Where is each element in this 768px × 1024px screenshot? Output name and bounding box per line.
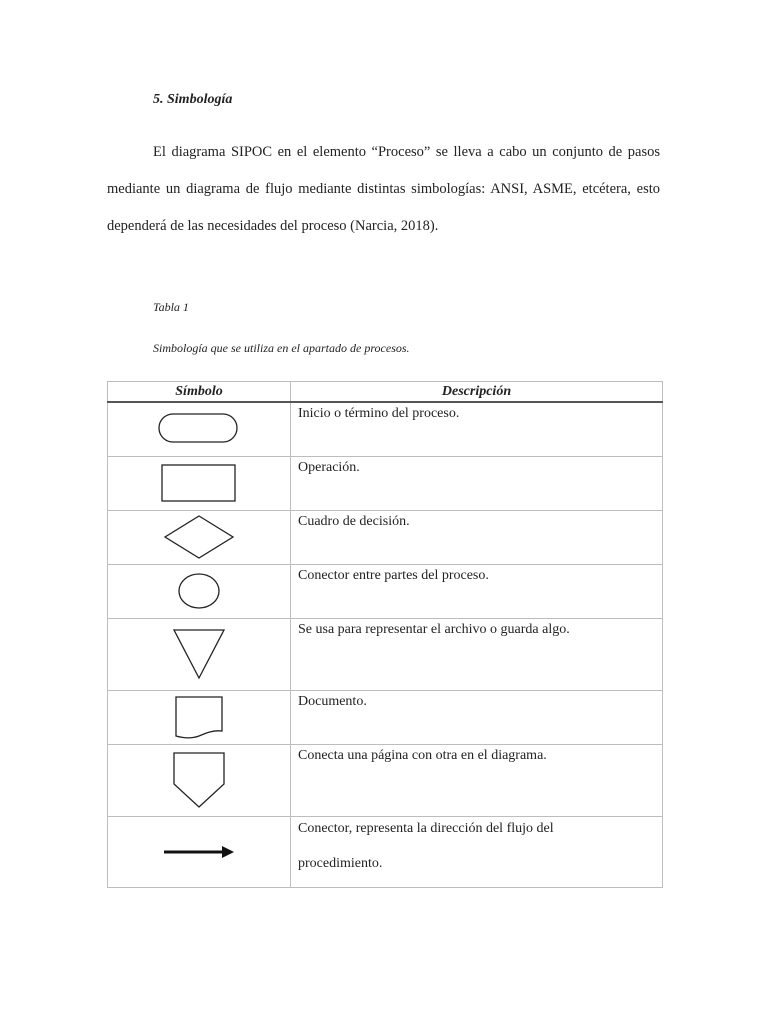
table-row <box>108 510 663 564</box>
section-heading: 5. Simbología <box>153 92 233 107</box>
symbol-cell <box>108 816 291 887</box>
symbol-cell <box>108 690 291 744</box>
storage-triangle-icon <box>171 627 227 681</box>
process-rectangle-icon <box>160 463 238 503</box>
body-paragraph-text: El diagrama SIPOC en el elemento “Proceso” se lleva a cabo un conjunto de pasos mediante un diagrama de flujo mediante distintas simbologías: ANSI, ASME, etcétera, esto dependerá de las necesidades del proceso (Narcia, 2018). <box>107 144 660 234</box>
table-row <box>108 402 663 456</box>
description-cell: Conector, representa la dirección del flujo del procedimiento. <box>291 816 663 887</box>
decision-diamond-icon <box>163 514 235 560</box>
document-icon <box>173 694 225 740</box>
symbology-table <box>107 381 663 888</box>
description-cell: Documento. <box>291 690 663 744</box>
table-caption: Simbología que se utiliza en el apartado de procesos. <box>153 341 410 355</box>
flow-arrow-icon <box>162 844 236 860</box>
description-cell: Conecta una página con otra en el diagrama. <box>291 744 663 816</box>
header-description: Descripción <box>291 382 663 403</box>
description-cell: Cuadro de decisión. <box>291 510 663 564</box>
table-row <box>108 618 663 690</box>
terminator-icon <box>158 413 240 445</box>
table-row <box>108 816 663 887</box>
description-cell: Conector entre partes del proceso. <box>291 564 663 618</box>
connector-circle-icon <box>176 572 222 610</box>
body-paragraph <box>107 134 660 245</box>
table-row <box>108 690 663 744</box>
offpage-connector-icon <box>171 750 227 810</box>
table-row <box>108 744 663 816</box>
symbol-cell <box>108 744 291 816</box>
table-number: Tabla 1 <box>153 300 189 314</box>
table-row <box>108 456 663 510</box>
description-cell: Operación. <box>291 456 663 510</box>
symbol-cell <box>108 456 291 510</box>
header-symbol: Símbolo <box>108 382 291 403</box>
table-header-row <box>108 382 663 403</box>
symbol-cell <box>108 564 291 618</box>
symbol-cell <box>108 510 291 564</box>
description-cell: Inicio o término del proceso. <box>291 402 663 456</box>
symbol-cell <box>108 618 291 690</box>
symbol-cell <box>108 402 291 456</box>
table-row <box>108 564 663 618</box>
description-cell: Se usa para representar el archivo o guarda algo. <box>291 618 663 690</box>
